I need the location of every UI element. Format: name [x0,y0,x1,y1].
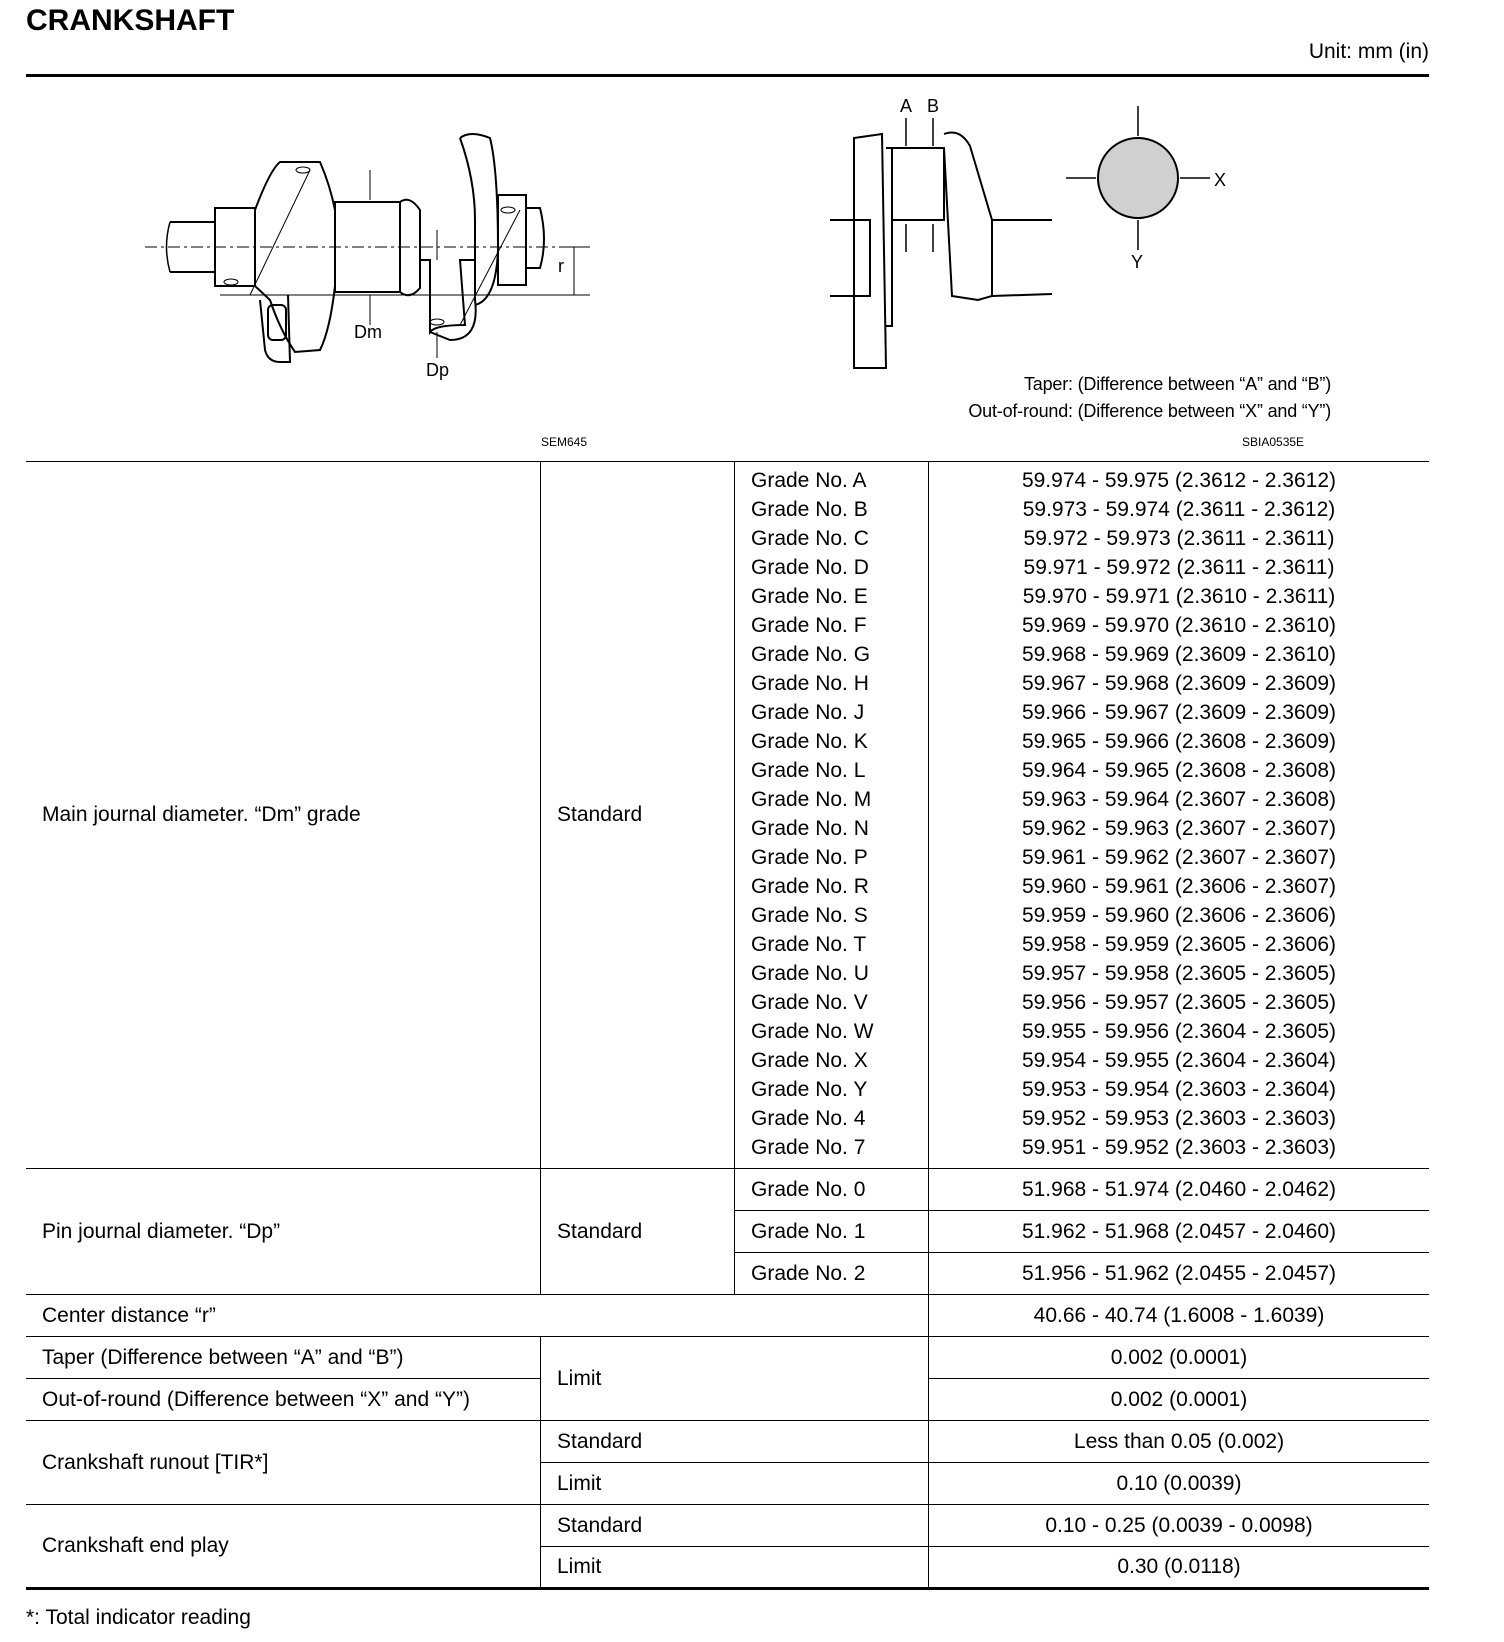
main-grade: Grade No. S [751,904,868,927]
main-value: 59.968 - 59.969 (2.3609 - 2.3610) [1021,643,1337,666]
main-grade: Grade No. A [751,469,867,492]
end-play-std-value: 0.10 - 0.25 (0.0039 - 0.0098) [929,1505,1430,1547]
main-grade: Grade No. C [751,527,869,550]
main-grade: Grade No. R [751,875,869,898]
pin-value: 51.956 - 51.962 (2.0455 - 2.0457) [929,1253,1430,1295]
main-value: 59.963 - 59.964 (2.3607 - 2.3608) [1021,788,1337,811]
figure-caption-left: SEM645 [541,435,588,449]
main-journal-value-list [945,466,1413,1162]
main-value: 59.951 - 59.952 (2.3603 - 2.3603) [1021,1136,1337,1159]
center-distance-label: Center distance “r” [42,1303,216,1327]
main-grade: Grade No. X [751,1049,868,1072]
main-value: 59.957 - 59.958 (2.3605 - 2.3605) [1021,962,1337,985]
main-grade: Grade No. F [751,614,867,637]
label-b: B [927,96,940,116]
end-play-std-label: Standard [541,1505,929,1547]
main-value: 59.961 - 59.962 (2.3607 - 2.3607) [1021,846,1337,869]
main-value: 59.970 - 59.971 (2.3610 - 2.3611) [1022,585,1336,608]
page-title: CRANKSHAFT [26,4,235,37]
runout-label: Crankshaft runout [TIR*] [42,1450,269,1474]
main-journal-condition: Standard [541,462,735,1169]
crankshaft-diagram [130,100,650,450]
main-grade: Grade No. W [751,1020,874,1043]
taper-condition: Limit [541,1337,929,1421]
main-value: 59.954 - 59.955 (2.3604 - 2.3604) [1021,1049,1337,1072]
runout-limit-label: Limit [541,1463,929,1505]
main-journal-label: Main journal diameter. “Dm” grade [42,803,361,826]
main-grade: Grade No. D [751,556,869,579]
pin-journal-condition: Standard [541,1169,735,1295]
main-grade: Grade No. 7 [751,1136,866,1159]
pin-journal-label: Pin journal diameter. “Dp” [42,1219,281,1243]
out-of-round-note: Out-of-round: (Difference between “X” and “Y”) [968,401,1331,421]
label-x: X [1214,170,1227,190]
runout-std-label: Standard [541,1421,929,1463]
main-value: 59.971 - 59.972 (2.3611 - 2.3611) [1023,556,1335,579]
main-grade: Grade No. E [751,585,868,608]
end-play-limit-value: 0.30 (0.0118) [929,1547,1430,1589]
out-of-round-label: Out-of-round (Difference between “X” and “Y”) [42,1387,470,1411]
pin-grade: Grade No. 1 [735,1211,929,1253]
main-value: 59.958 - 59.959 (2.3605 - 2.3606) [1021,933,1337,956]
main-grade: Grade No. Y [751,1078,868,1101]
main-value: 59.965 - 59.966 (2.3608 - 2.3609) [1021,730,1337,753]
main-grade: Grade No. P [751,846,868,869]
label-r: r [558,256,564,276]
pin-value: 51.962 - 51.968 (2.0457 - 2.0460) [929,1211,1430,1253]
top-rule [26,74,1429,77]
label-a: A [900,96,913,116]
out-of-round-value: 0.002 (0.0001) [929,1379,1430,1421]
footnote: *: Total indicator reading [26,1606,251,1629]
main-value: 59.973 - 59.974 (2.3611 - 2.3612) [1022,498,1336,521]
pin-grade: Grade No. 2 [735,1253,929,1295]
label-dp: Dp [426,360,450,380]
taper-note: Taper: (Difference between “A” and “B”) [1023,374,1331,394]
taper-label: Taper (Difference between “A” and “B”) [42,1345,404,1369]
figure-caption-right: SBIA0535E [1242,435,1305,449]
end-play-limit-label: Limit [541,1547,929,1589]
main-value: 59.964 - 59.965 (2.3608 - 2.3608) [1021,759,1337,782]
main-value: 59.959 - 59.960 (2.3606 - 2.3606) [1021,904,1337,927]
label-y: Y [1131,252,1144,272]
unit-label: Unit: mm (in) [1308,40,1429,63]
main-value: 59.952 - 59.953 (2.3603 - 2.3603) [1021,1107,1337,1130]
main-grade: Grade No. U [751,962,869,985]
taper-value: 0.002 (0.0001) [929,1337,1430,1379]
main-grade: Grade No. 4 [751,1107,866,1130]
main-grade: Grade No. G [751,643,871,666]
end-play-label: Crankshaft end play [26,1505,541,1589]
runout-limit-value: 0.10 (0.0039) [929,1463,1430,1505]
main-value: 59.967 - 59.968 (2.3609 - 2.3609) [1021,672,1337,695]
main-grade: Grade No. J [751,701,865,724]
main-value: 59.969 - 59.970 (2.3610 - 2.3610) [1021,614,1337,637]
label-dm: Dm [354,322,382,342]
pin-value: 51.968 - 51.974 (2.0460 - 2.0462) [929,1169,1430,1211]
crankshaft-spec-table [26,461,1429,1590]
main-value: 59.953 - 59.954 (2.3603 - 2.3604) [1021,1078,1337,1101]
main-grade: Grade No. T [751,933,867,956]
main-grade: Grade No. L [751,759,866,782]
main-grade: Grade No. K [751,730,868,753]
main-grade: Grade No. V [751,991,868,1014]
main-value: 59.966 - 59.967 (2.3609 - 2.3609) [1021,701,1337,724]
main-value: 59.974 - 59.975 (2.3612 - 2.3612) [1021,469,1337,492]
main-journal-grade-list [751,466,912,1162]
center-distance-value: 40.66 - 40.74 (1.6008 - 1.6039) [929,1295,1430,1337]
main-value: 59.962 - 59.963 (2.3607 - 2.3607) [1021,817,1337,840]
runout-std-value: Less than 0.05 (0.002) [929,1421,1430,1463]
main-grade: Grade No. B [751,498,868,521]
main-value: 59.955 - 59.956 (2.3604 - 2.3605) [1021,1020,1337,1043]
main-grade: Grade No. H [751,672,869,695]
main-value: 59.956 - 59.957 (2.3605 - 2.3605) [1021,991,1337,1014]
main-grade: Grade No. M [751,788,872,811]
main-value: 59.960 - 59.961 (2.3606 - 2.3607) [1021,875,1337,898]
main-value: 59.972 - 59.973 (2.3611 - 2.3611) [1023,527,1335,550]
pin-grade: Grade No. 0 [735,1169,929,1211]
main-grade: Grade No. N [751,817,869,840]
